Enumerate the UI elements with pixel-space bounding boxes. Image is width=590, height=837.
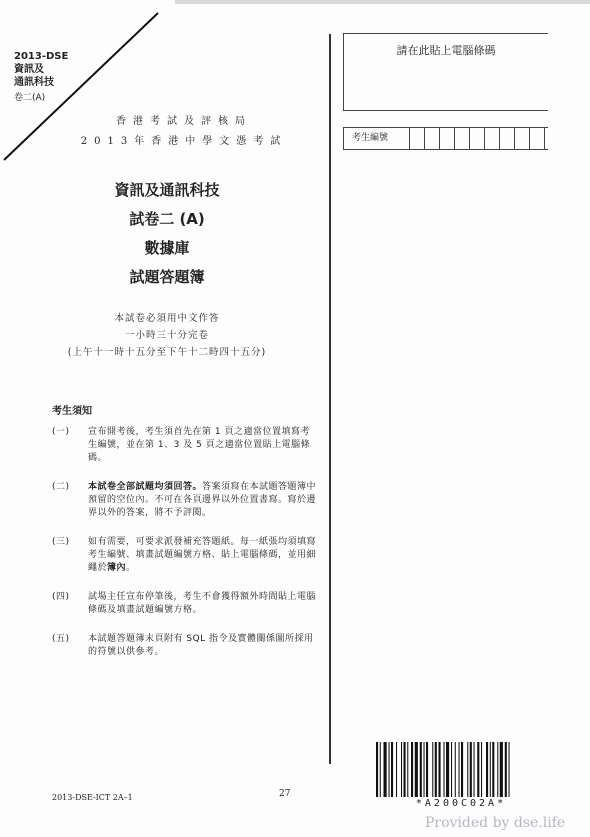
candidate-number-cell[interactable] bbox=[530, 128, 545, 149]
notice-item bbox=[52, 591, 317, 617]
barcode-bar bbox=[380, 742, 381, 797]
candidate-number-cell[interactable] bbox=[455, 128, 470, 149]
candidate-number-cell[interactable] bbox=[470, 128, 485, 149]
language-instruction: 本試卷必須用中文作答 bbox=[114, 313, 220, 324]
barcode-bar bbox=[435, 742, 437, 797]
candidate-number-cell[interactable] bbox=[500, 128, 515, 149]
notice-list bbox=[52, 426, 317, 675]
notice-item bbox=[52, 633, 317, 659]
authority-name: 香港考試及評核局 bbox=[116, 116, 252, 127]
subject-title: 資訊及通訊科技 bbox=[114, 181, 220, 199]
barcode-bar bbox=[420, 742, 422, 797]
candidate-number-field[interactable] bbox=[343, 127, 548, 150]
page-number: 27 bbox=[279, 789, 291, 799]
paper-titles bbox=[0, 176, 334, 292]
barcode-bar bbox=[391, 742, 393, 797]
candidate-number-label: 考生編號 bbox=[344, 128, 410, 149]
barcode-bar bbox=[424, 742, 425, 797]
corner-label bbox=[14, 50, 68, 105]
barcode-sticker-label: 請在此貼上電腦條碼 bbox=[396, 44, 496, 57]
barcode-bar bbox=[404, 742, 406, 797]
barcode-bar bbox=[415, 742, 418, 797]
exam-instructions bbox=[0, 310, 334, 361]
notice-number: (一) bbox=[52, 427, 70, 437]
duration-instruction: 一小時三十分完卷 bbox=[124, 330, 209, 341]
candidate-number-cell[interactable] bbox=[515, 128, 530, 149]
module-title: 數據庫 bbox=[144, 239, 190, 257]
barcode-bar bbox=[444, 742, 445, 797]
time-instruction: (上午十一時十五分至下午十二時四十五分) bbox=[67, 347, 267, 358]
exam-header bbox=[56, 112, 312, 152]
page-divider bbox=[329, 34, 331, 764]
notice-heading: 考生須知 bbox=[52, 406, 92, 417]
barcode-sticker-area[interactable] bbox=[343, 33, 548, 111]
paper-title: 試卷二 (A) bbox=[129, 210, 205, 228]
barcode-bar bbox=[455, 742, 456, 797]
scan-top-shadow bbox=[175, 0, 590, 4]
notice-number: (二) bbox=[52, 482, 70, 492]
notice-item bbox=[52, 536, 317, 575]
barcode-image bbox=[376, 742, 546, 797]
corner-paper: 卷二(A) bbox=[14, 93, 46, 103]
barcode-bar bbox=[411, 742, 413, 797]
barcode-bar bbox=[451, 742, 452, 797]
corner-exam: 2013-DSE bbox=[14, 51, 69, 62]
booklet-title: 試題答題簿 bbox=[129, 268, 205, 286]
barcode-bar bbox=[490, 742, 491, 797]
provided-by-watermark: Provided by dse.life bbox=[425, 815, 566, 831]
notice-text: 宣布開考後，考生須首先在第 1 頁之適當位置填寫考生編號，並在第 1、3 及 5 頁之適當位置貼上電腦條碼。 bbox=[88, 427, 311, 463]
barcode-bar bbox=[509, 742, 510, 797]
notice-number: (四) bbox=[52, 592, 70, 602]
barcode-bar bbox=[461, 742, 463, 797]
barcode-bar bbox=[446, 742, 449, 797]
notice-text: 本試題答題簿末頁附有 SQL 指令及實體關係圖所採用的符號以供參考。 bbox=[88, 634, 314, 657]
barcode-bar bbox=[432, 742, 433, 797]
barcode-bar bbox=[439, 742, 441, 797]
barcode-bar bbox=[497, 742, 498, 797]
candidate-number-cell[interactable] bbox=[410, 128, 425, 149]
barcode-bar bbox=[459, 742, 460, 797]
barcode-bar bbox=[384, 742, 387, 797]
barcode-number: *A200C02A* bbox=[415, 798, 507, 809]
barcode-bar bbox=[470, 742, 472, 797]
paper-code: 2013-DSE-ICT 2A–1 bbox=[52, 793, 133, 802]
notice-bold: 本試卷全部試題均須回答。 bbox=[88, 482, 203, 492]
corner-subject-1: 資訊及 bbox=[14, 64, 44, 75]
notice-text: 試場主任宣布停筆後，考生不會獲得額外時間貼上電腦條碼及填畫試題編號方格。 bbox=[88, 592, 317, 615]
notice-text: 如有需要，可要求派發補充答題紙。每一紙張均須填寫考生編號、填畫試題編號方格、貼上電腦條碼，並用細繩於簿內。 bbox=[88, 537, 317, 573]
barcode-bar bbox=[481, 742, 482, 797]
notice-number: (三) bbox=[52, 537, 70, 547]
notice-item bbox=[52, 481, 317, 520]
candidate-number-cell[interactable] bbox=[440, 128, 455, 149]
notice-number: (五) bbox=[52, 634, 70, 644]
notice-bold: 簿內 bbox=[107, 563, 127, 573]
barcode-bar bbox=[486, 742, 488, 797]
barcode-bar bbox=[467, 742, 468, 797]
corner-subject-2: 通訊科技 bbox=[14, 77, 54, 88]
barcode-bar bbox=[389, 742, 390, 797]
barcode-bar bbox=[474, 742, 475, 797]
candidate-number-cell[interactable] bbox=[485, 128, 500, 149]
barcode-bar bbox=[396, 742, 397, 797]
barcode-bar bbox=[401, 742, 402, 797]
barcode-bar bbox=[505, 742, 507, 797]
notice-item bbox=[52, 426, 317, 465]
barcode-bar bbox=[376, 742, 378, 797]
barcode-bar bbox=[477, 742, 479, 797]
notice-text: 本試卷全部試題均須回答。答案須寫在本試題答題簿中預留的空位內。不可在各頁邊界以外位置書寫。寫於邊界以外的答案，將不予評閱。 bbox=[88, 482, 317, 518]
barcode-bar bbox=[426, 742, 428, 797]
barcode-bar bbox=[492, 742, 494, 797]
barcode-bar bbox=[500, 742, 503, 797]
candidate-number-cell[interactable] bbox=[425, 128, 440, 149]
exam-name: 2013年香港中學文憑考試 bbox=[80, 136, 288, 147]
barcode-bar bbox=[407, 742, 408, 797]
